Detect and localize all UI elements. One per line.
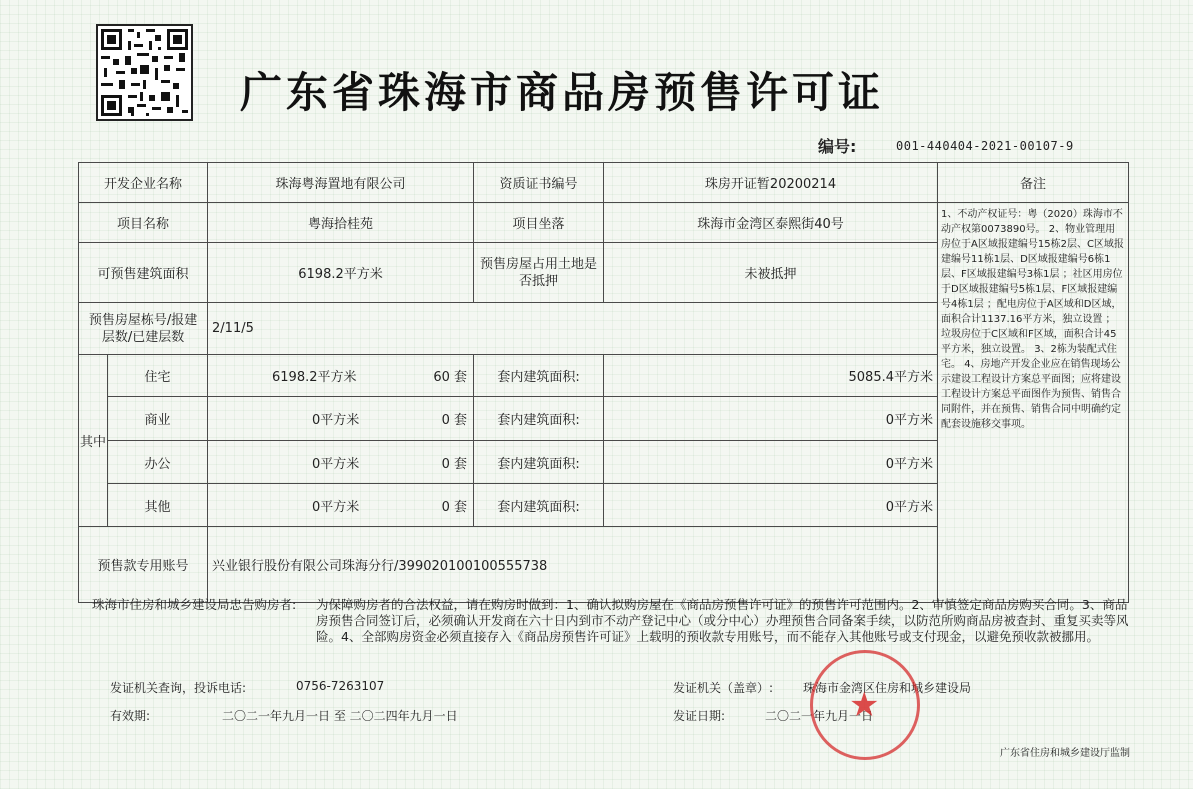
- inner-area-commercial: 0平方米: [604, 397, 938, 441]
- validity-value: 二〇二一年九月一日 至 二〇二四年九月一日: [222, 709, 458, 723]
- type-area-value-commercial: 0平方米: [312, 413, 360, 428]
- account-label: 预售款专用账号: [79, 527, 208, 603]
- area-label: 可预售建筑面积: [79, 243, 208, 303]
- table-row-developer: [79, 163, 1129, 203]
- developer-value: 珠海粤海置地有限公司: [208, 163, 474, 203]
- location-label: 项目坐落: [474, 203, 604, 243]
- qr-code-pattern: [98, 26, 191, 119]
- type-label-office: 办公: [108, 441, 208, 484]
- inner-area-other: 0平方米: [604, 484, 938, 527]
- mortgage-value: 未被抵押: [604, 243, 938, 303]
- table-row-project: [79, 203, 1129, 243]
- authority-value: 珠海市金湾区住房和城乡建设局: [803, 681, 972, 695]
- inner-area-label: 套内建筑面积:: [474, 484, 604, 527]
- type-units-other: 0 套: [441, 499, 468, 515]
- qr-code: [96, 24, 193, 121]
- phone-value: 0756-7263107: [296, 679, 385, 693]
- type-units-commercial: 0 套: [441, 413, 468, 428]
- area-value: 6198.2平方米: [208, 243, 474, 303]
- type-area-residential: [208, 355, 474, 397]
- floors-label: 预售房屋栋号/报建层数/已建层数: [79, 303, 208, 355]
- cert-value: 珠房开证暂20200214: [604, 163, 938, 203]
- type-area-other: [208, 484, 474, 527]
- type-area-value-office: 0平方米: [312, 456, 360, 472]
- mortgage-label: 预售房屋占用土地是否抵押: [474, 243, 604, 303]
- notice-issuer: 珠海市住房和城乡建设局忠告购房者:: [92, 597, 297, 612]
- type-area-value-other: 0平方米: [312, 499, 360, 515]
- account-value: 兴业银行股份有限公司珠海分行/399020100100555738: [208, 527, 938, 603]
- type-label-residential: 住宅: [108, 355, 208, 397]
- notice-text: 为保障购房者的合法权益，请在购房时做到：1、确认拟购房屋在《商品房预售许可证》的预售许可范围内。2、审慎签定商品房购买合同。3、商品房预售合同签订后，必须确认开发商在六十日内到市不动产登记中心（或分中心）办理预售合同备案手续，以防范所购商品房被查封、重复买卖等风险。4、全部购房资金必须直接存入《商品房预售许可证》上载明的预收款专用账号，而不能存入其他账号或支付现金，以避免预收款被挪用。: [316, 597, 1129, 644]
- official-seal: [810, 650, 920, 760]
- permit-table: [78, 162, 1129, 603]
- inner-area-residential: 5085.4平方米: [604, 355, 938, 397]
- document-title: 广东省珠海市商品房预售许可证: [240, 68, 885, 117]
- among-label: 其中: [79, 355, 108, 527]
- authority-label: 发证机关（盖章）:: [673, 681, 774, 695]
- serial-number-label: 编号:: [818, 137, 857, 156]
- inner-area-office: 0平方米: [604, 441, 938, 484]
- inner-area-label: 套内建筑面积:: [474, 355, 604, 397]
- validity-label: 有效期:: [110, 709, 151, 723]
- type-area-commercial: [208, 397, 474, 441]
- type-units-residential: 60 套: [433, 370, 468, 385]
- inner-area-label: 套内建筑面积:: [474, 441, 604, 484]
- project-value: 粤海拾桂苑: [208, 203, 474, 243]
- phone-label: 发证机关查询，投诉电话:: [110, 681, 247, 695]
- type-units-office: 0 套: [441, 456, 468, 472]
- issue-date-value: 二〇二一年九月一日: [765, 709, 874, 723]
- issue-date-label: 发证日期:: [673, 709, 726, 723]
- supervisor-note: 广东省住房和城乡建设厅监制: [1000, 748, 1130, 759]
- floors-value: 2/11/5: [208, 303, 938, 355]
- type-area-office: [208, 441, 474, 484]
- type-label-other: 其他: [108, 484, 208, 527]
- remarks-label: 备注: [938, 163, 1129, 203]
- seal-star-icon: ★: [849, 685, 880, 725]
- inner-area-label: 套内建筑面积:: [474, 397, 604, 441]
- project-label: 项目名称: [79, 203, 208, 243]
- serial-number-value: 001-440404-2021-00107-9: [896, 139, 1074, 153]
- type-label-commercial: 商业: [108, 397, 208, 441]
- buyer-notice: [92, 597, 1132, 645]
- type-area-value-residential: 6198.2平方米: [272, 370, 357, 385]
- cert-label: 资质证书编号: [474, 163, 604, 203]
- location-value: 珠海市金湾区泰熙街40号: [604, 203, 938, 243]
- remarks-text: 1、不动产权证号：粤（2020）珠海市不动产权第0073890号。 2、物业管理用房位于A区域报建编号15栋2层、C区域报建编号11栋1层、D区域报建编号6栋1层、F区域报建编号3栋1层 ；社区用房位于D区域报建编号5栋1层、F区域报建编号4栋1层 ；配电房位于A区域和D区域，面积合计1137.16平方米，独立设置 ；垃圾房位于C区域和F区域，面积合计45平方米，独立设置。 3、2栋为装配式住宅。 4、房地产开发企业应在销售现场公示建设工程设计方案总平面图；应将建设工程设计方案总平面图作为预售、销售合同附件，并在预售、销售合同中明确约定配套设施移交事项。: [938, 203, 1129, 603]
- developer-label: 开发企业名称: [79, 163, 208, 203]
